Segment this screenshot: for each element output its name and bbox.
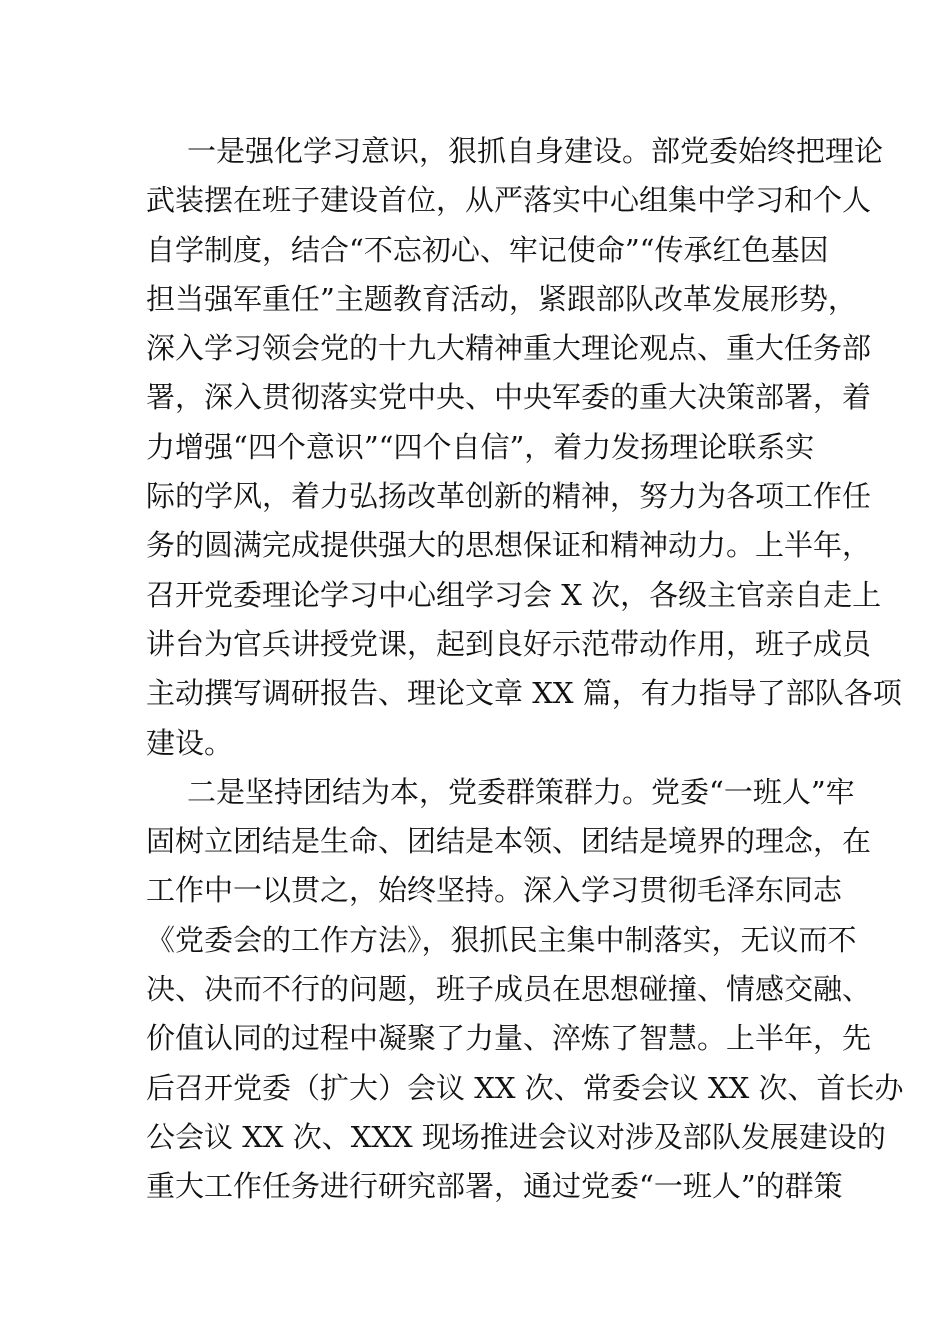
text-line: 价值认同的过程中凝聚了力量、淬炼了智慧。上半年，先 [146,1021,872,1056]
text-line: 建设。 [146,725,234,760]
text-line: 重大工作任务进行研究部署，通过党委“一班人”的群策 [146,1169,843,1204]
text-line: 后召开党委（扩大）会议 XX 次、常委会议 XX 次、首长办 [146,1070,904,1105]
text-line: 讲台为官兵讲授党课，起到良好示范带动作用，班子成员 [146,626,872,661]
document-body [146,127,904,1212]
text-line: 担当强军重任”主题教育活动，紧跟部队改革发展形势， [146,281,857,316]
text-line: 《党委会的工作方法》，狠抓民主集中制落实，无议而不 [146,922,857,957]
text-line: 务的圆满完成提供强大的思想保证和精神动力。上半年， [146,528,872,563]
text-line: 固树立团结是生命、团结是本领、团结是境界的理念，在 [146,824,872,859]
text-line: 决、决而不行的问题，班子成员在思想碰撞、情感交融、 [146,972,872,1007]
text-line: 力增强“四个意识”“四个自信”，着力发扬理论联系实 [146,429,815,464]
text-line: 二是坚持团结为本，党委群策群力。党委“一班人”牢 [187,774,855,809]
text-line: 公会议 XX 次、XXX 现场推进会议对涉及部队发展建设的 [146,1119,886,1154]
text-line: 召开党委理论学习中心组学习会 X 次，各级主官亲自走上 [146,577,882,612]
text-line: 际的学风，着力弘扬改革创新的精神，努力为各项工作任 [146,479,872,514]
text-line: 自学制度，结合“不忘初心、牢记使命”“传承红色基因 [146,232,829,267]
text-line: 一是强化学习意识，狠抓自身建设。部党委始终把理论 [187,134,884,168]
paragraph-unity [146,768,904,1212]
text-line: 主动撰写调研报告、理论文章 XX 篇，有力指导了部队各项 [146,676,902,711]
text-line: 武装摆在班子建设首位，从严落实中心组集中学习和个人 [146,183,872,218]
text-line: 深入学习领会党的十九大精神重大理论观点、重大任务部 [146,331,872,366]
text-line: 署，深入贯彻落实党中央、中央军委的重大决策部署，着 [146,380,872,415]
text-line: 工作中一以贯之，始终坚持。深入学习贯彻毛泽东同志 [146,873,843,908]
paragraph-study-awareness [146,127,902,768]
